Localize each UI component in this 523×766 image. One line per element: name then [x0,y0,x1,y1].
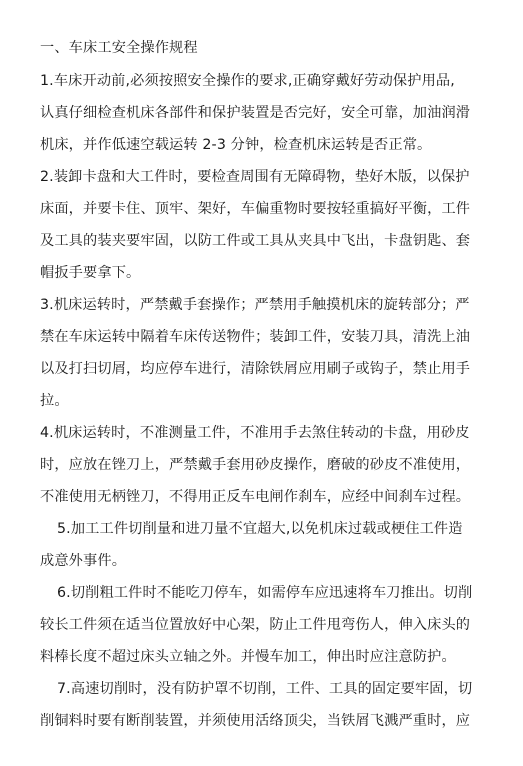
paragraph-4-line-2: 时，应放在锉刀上，严禁戴手套用砂皮操作，磨破的砂皮不准使用， [40,457,471,473]
document-heading: 一、车床工安全操作规程 [40,40,198,56]
paragraph-3-line-1: 3.机床运转时，严禁戴手套操作；严禁用手触摸机床的旋转部分；严 [40,297,470,313]
paragraph-5-line-2: 成意外事件。 [40,553,127,569]
paragraph-1-line-2: 认真仔细检查机床各部件和保护装置是否完好，安全可靠，加油润滑 [40,105,471,121]
paragraph-1-line-1: 1.车床开动前,必须按照安全操作的要求,正确穿戴好劳动保护用品, [40,73,455,89]
paragraph-5-line-1: 5.加工工件切削量和进刀量不宜超大,以免机床过载或梗住工件造 [57,521,463,537]
paragraph-2-line-3: 及工具的装夹要牢固，以防工件或工具从夹具中飞出，卡盘钥匙、套 [40,233,471,249]
paragraph-3-line-3: 以及打扫切屑，均应停车进行，清除铁屑应用刷子或钩子，禁止用手 [40,361,471,377]
paragraph-6-line-1: 6.切削粗工件时不能吃刀停车，如需停车应迅速将车刀推出。切削 [57,585,473,601]
paragraph-1-line-3: 机床，并作低速空载运转 2-3 分钟，检查机床运转是否正常。 [40,137,432,153]
paragraph-2-line-2: 床面，并要卡住、顶牢、架好，车偏重物时要按轻重搞好平衡，工件 [40,201,471,217]
paragraph-3-line-2: 禁在车床运转中隔着车床传送物件；装卸工件，安装刀具，清洗上油 [40,329,471,345]
paragraph-6-line-3: 料棒长度不超过床头立轴之外。并慢车加工，伸出时应注意防护。 [40,649,456,665]
paragraph-7-line-2: 削铜料时要有断削装置，并须使用活络顶尖，当铁屑飞溅严重时，应 [40,713,471,729]
paragraph-4-line-1: 4.机床运转时，不准测量工件，不准用手去煞住转动的卡盘，用砂皮 [40,425,470,441]
paragraph-2-line-4: 帽扳手要拿下。 [40,265,141,281]
paragraph-6-line-2: 较长工件须在适当位置放好中心架，防止工件甩弯伤人，伸入床头的 [40,617,471,633]
paragraph-2-line-1: 2.装卸卡盘和大工件时，要检查周围有无障碍物，垫好木版，以保护 [40,169,470,185]
paragraph-4-line-3: 不准使用无柄锉刀，不得用正反车电闸作刹车，应经中间刹车过程。 [40,489,471,505]
paragraph-7-line-1: 7.高速切削时，没有防护罩不切削，工件、工具的固定要牢固，切 [57,681,473,697]
paragraph-3-line-4: 拉。 [40,393,69,409]
